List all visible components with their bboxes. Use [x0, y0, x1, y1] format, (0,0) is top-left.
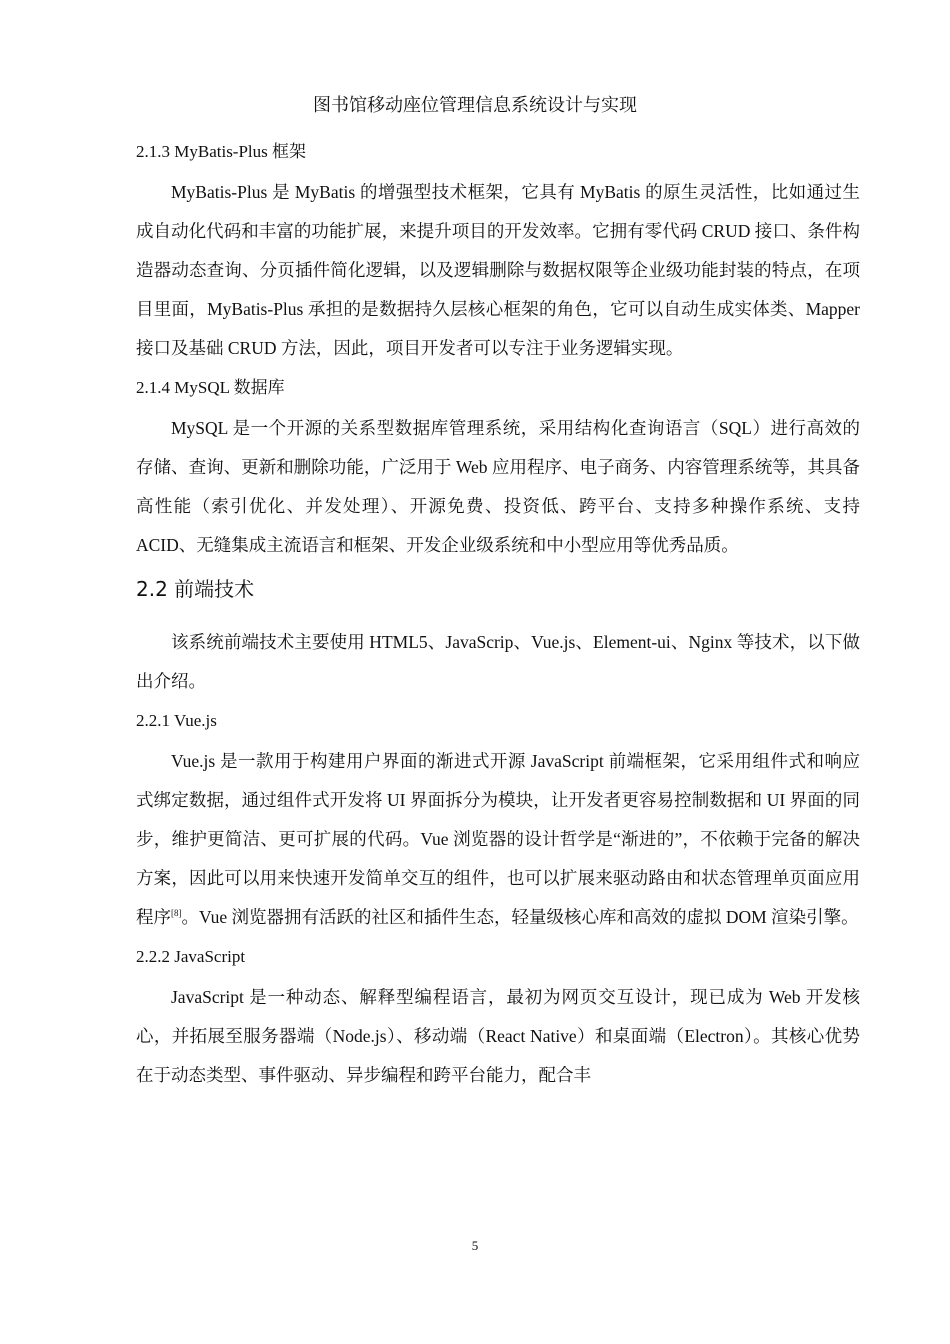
heading-2-2: 2.2 前端技术 — [136, 577, 255, 601]
citation-reference: [8] — [171, 908, 182, 919]
paragraph-vuejs — [136, 742, 860, 937]
paragraph-mybatis-plus: MyBatis-Plus 是 MyBatis 的增强型技术框架，它具有 MyBatis 的原生灵活性，比如通过生成自动化代码和丰富的功能扩展，来提升项目的开发效率。它拥有零代码 CRUD 接口、条件构造器动态查询、分页插件简化逻辑，以及逻辑删除与数据权限等企业级功能封装的特点，在项目里面，MyBatis-Plus 承担的是数据持久层核心框架的角色，它可以自动生成实体类、Mapper 接口及基础 CRUD 方法，因此，项目开发者可以专注于业务逻辑实现。 — [136, 182, 860, 358]
page-number: 5 — [471, 1238, 479, 1253]
paragraph-frontend-intro: 该系统前端技术主要使用 HTML5、JavaScrip、Vue.js、Element-ui、Nginx 等技术，以下做出介绍。 — [136, 632, 860, 691]
paragraph-javascript: JavaScript 是一种动态、解释型编程语言，最初为网页交互设计，现已成为 Web 开发核心，并拓展至服务器端（Node.js）、移动端（React Native）和桌面端（Electron）。其核心优势在于动态类型、事件驱动、异步编程和跨平台能力，配合丰 — [136, 987, 860, 1085]
paragraph-mysql: MySQL 是一个开源的关系型数据库管理系统，采用结构化查询语言（SQL）进行高效的存储、查询、更新和删除功能，广泛用于 Web 应用程序、电子商务、内容管理系统等，其具备高性能（索引优化、并发处理）、开源免费、投资低、跨平台、支持多种操作系统、支持 ACID、无缝集成主流语言和框架、开发企业级系统和中小型应用等优秀品质。 — [136, 418, 860, 555]
paragraph-vuejs-text-b: 。Vue 浏览器拥有活跃的社区和插件生态，轻量级核心库和高效的虚拟 DOM 渲染引擎。 — [181, 907, 859, 927]
running-header: 图书馆移动座位管理信息系统设计与实现 — [313, 95, 637, 115]
paragraph-vuejs-text-a: Vue.js 是一款用于构建用户界面的渐进式开源 JavaScript 前端框架，它采用组件式和响应式绑定数据，通过组件式开发将 UI 界面拆分为模块，让开发者更容易控制数据和 UI 界面的同步，维护更简洁、更可扩展的代码。Vue 浏览器的设计哲学是“渐进的”，不依赖于完备的解决方案，因此可以用来快速开发简单交互的组件，也可以扩展来驱动路由和状态管理单页面应用程序 — [136, 751, 860, 927]
heading-2-2-1: 2.2.1 Vue.js — [136, 711, 217, 730]
heading-2-2-2: 2.2.2 JavaScript — [136, 947, 246, 966]
heading-2-1-4: 2.1.4 MySQL 数据库 — [136, 378, 285, 397]
page-body — [136, 138, 860, 1101]
heading-2-1-3: 2.1.3 MyBatis-Plus 框架 — [136, 142, 307, 161]
